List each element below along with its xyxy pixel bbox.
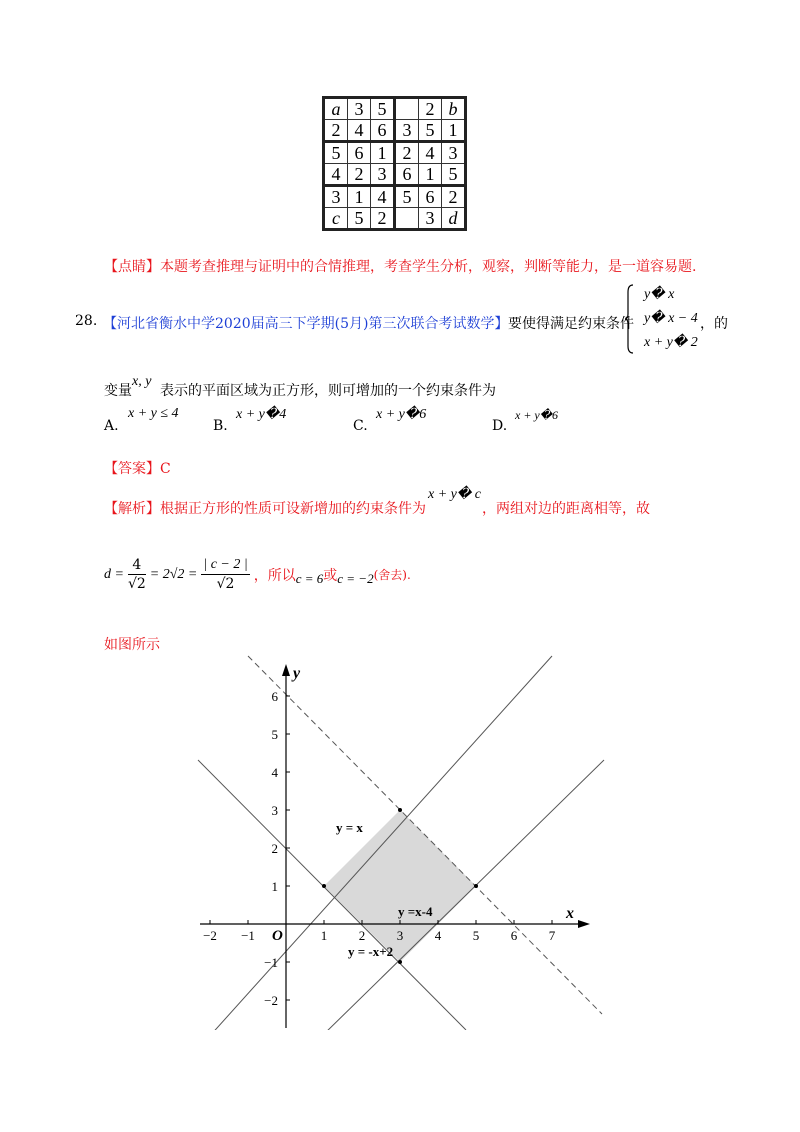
x-tick-label: 3 xyxy=(396,928,404,943)
y-tick-label: 2 xyxy=(271,841,278,856)
x-tick-label: 2 xyxy=(358,928,366,943)
analysis-expr: x + y� c xyxy=(428,487,481,502)
grid-cell: 1 xyxy=(442,120,466,142)
so-text: ，所以 xyxy=(253,567,296,584)
y-axis-arrow xyxy=(282,664,290,676)
grid-cell: 3 xyxy=(395,120,419,142)
grid-cell: 2 xyxy=(395,142,419,164)
grid-cell: c xyxy=(324,208,348,230)
line-x-plus-y-eq-6 xyxy=(248,656,602,1014)
label-y-eq-x: y = x xyxy=(336,820,363,835)
question-line2-text: 表示的平面区域为正方形，则可增加的一个约束条件为 xyxy=(160,383,496,399)
vertex-point xyxy=(398,960,402,964)
origin-label: O xyxy=(272,928,283,944)
fraction-1-num: 4 xyxy=(128,556,146,575)
option-d-expr: x + y�6 xyxy=(515,408,559,422)
mid-expr: = 2√2 = xyxy=(149,566,198,582)
y-axis-label: y xyxy=(293,665,301,682)
grid-cell: a xyxy=(324,98,348,120)
fraction-1-den: √2 xyxy=(127,576,146,592)
x-tick-label: −1 xyxy=(241,928,255,943)
grid-cell: d xyxy=(442,208,466,230)
answer-tag: 【答案】 xyxy=(104,461,160,477)
constraint-3: x + y� 2 xyxy=(644,335,698,350)
grid-cell: 3 xyxy=(442,142,466,164)
grid-cell: 3 xyxy=(324,186,348,208)
dianjing-tag: 【点睛】 xyxy=(104,259,160,275)
grid-cell: 6 xyxy=(371,120,395,142)
analysis-text1: 根据正方形的性质可设新增加的约束条件为 xyxy=(160,501,426,517)
grid-cell: 2 xyxy=(324,120,348,142)
x-tick-label: 7 xyxy=(548,928,556,943)
y-tick-label: −1 xyxy=(264,955,278,970)
or-text: 或 xyxy=(323,567,338,584)
option-c-expr: x + y�6 xyxy=(376,407,427,422)
x-tick-label: 6 xyxy=(510,928,518,943)
grid-cell: 4 xyxy=(348,120,371,142)
question-number: 28. xyxy=(75,313,98,329)
analysis-text2: ，两组对边的距离相等，故 xyxy=(482,501,650,517)
grid-cell: 6 xyxy=(419,186,442,208)
dianjing-text: 本题考查推理与证明中的合情推理，考查学生分析，观察，判断等能力，是一道容易题. xyxy=(160,259,697,275)
grid-cell: 3 xyxy=(348,98,371,120)
question-source: 【河北省衡水中学2020届高三下学期(5月)第三次联合考试数学】 xyxy=(103,316,509,332)
grid-cell: 5 xyxy=(419,120,442,142)
grid-cell: 4 xyxy=(371,186,395,208)
grid-cell: 5 xyxy=(442,164,466,186)
constraint-2: y� x − 4 xyxy=(644,311,698,326)
vertex-point xyxy=(474,884,478,888)
x-tick-label: −2 xyxy=(203,928,217,943)
grid-cell: 2 xyxy=(442,186,466,208)
grid-cell: 2 xyxy=(371,208,395,230)
y-tick-label: 1 xyxy=(271,879,278,894)
grid-cell: 2 xyxy=(419,98,442,120)
grid-cell: 6 xyxy=(348,142,371,164)
grid-cell: 6 xyxy=(395,164,419,186)
grid-cell: 5 xyxy=(324,142,348,164)
question-text-before: 要使得满足约束条件 xyxy=(508,316,634,332)
discard-text: (舍去). xyxy=(373,568,411,582)
figure-caption: 如图所示 xyxy=(104,637,160,653)
answer-value: C xyxy=(160,461,171,477)
option-a-expr: x + y ≤ 4 xyxy=(128,406,179,421)
option-c-label: C. xyxy=(353,418,368,434)
grid-cell: 1 xyxy=(348,186,371,208)
grid-cell: 5 xyxy=(348,208,371,230)
vertex-point xyxy=(398,808,402,812)
grid-cell: 3 xyxy=(371,164,395,186)
question-text-after: ，的 xyxy=(700,316,728,332)
fraction-2-num: | c − 2 | xyxy=(201,556,249,575)
grid-cell: b xyxy=(442,98,466,120)
x-tick-label: 4 xyxy=(434,928,442,943)
grid-cell: 1 xyxy=(371,142,395,164)
vertex-point xyxy=(322,884,326,888)
grid-cell: 4 xyxy=(419,142,442,164)
x-tick-label: 1 xyxy=(320,928,328,943)
line-y-eq-x xyxy=(208,656,552,1038)
grid-cell: 5 xyxy=(371,98,395,120)
grid-cell: 2 xyxy=(348,164,371,186)
option-a-label: A. xyxy=(104,418,119,434)
grid-cell: 4 xyxy=(324,164,348,186)
y-tick-label: 6 xyxy=(271,689,278,704)
question-vars: x, y xyxy=(132,374,152,389)
constraint-1: y� x xyxy=(644,287,675,302)
option-d-label: D. xyxy=(492,418,508,434)
analysis-tag: 【解析】 xyxy=(104,501,160,517)
grid-cell: 3 xyxy=(419,208,442,230)
x-axis-arrow xyxy=(578,920,590,928)
y-tick-label: −2 xyxy=(264,993,278,1008)
y-tick-label: 3 xyxy=(271,803,278,818)
c-value-1: c = 6 xyxy=(295,570,324,586)
grid-cell: 5 xyxy=(395,186,419,208)
y-tick-label: 5 xyxy=(271,727,278,742)
option-b-label: B. xyxy=(213,418,228,434)
d-eq: d = xyxy=(104,566,124,582)
question-line2-prefix: 变量 xyxy=(104,383,132,399)
option-b-expr: x + y�4 xyxy=(236,407,287,422)
x-tick-label: 5 xyxy=(472,928,480,943)
grid-cell: 1 xyxy=(419,164,442,186)
fraction-2-den: √2 xyxy=(216,576,235,592)
c-value-2: c = −2 xyxy=(337,570,374,586)
label-y-eq-neg-x-plus-2: y = -x+2 xyxy=(348,944,394,959)
x-axis-label: x xyxy=(566,905,574,922)
y-tick-label: 4 xyxy=(271,765,278,780)
label-y-eq-x-minus-4: y =x-4 xyxy=(398,904,433,919)
